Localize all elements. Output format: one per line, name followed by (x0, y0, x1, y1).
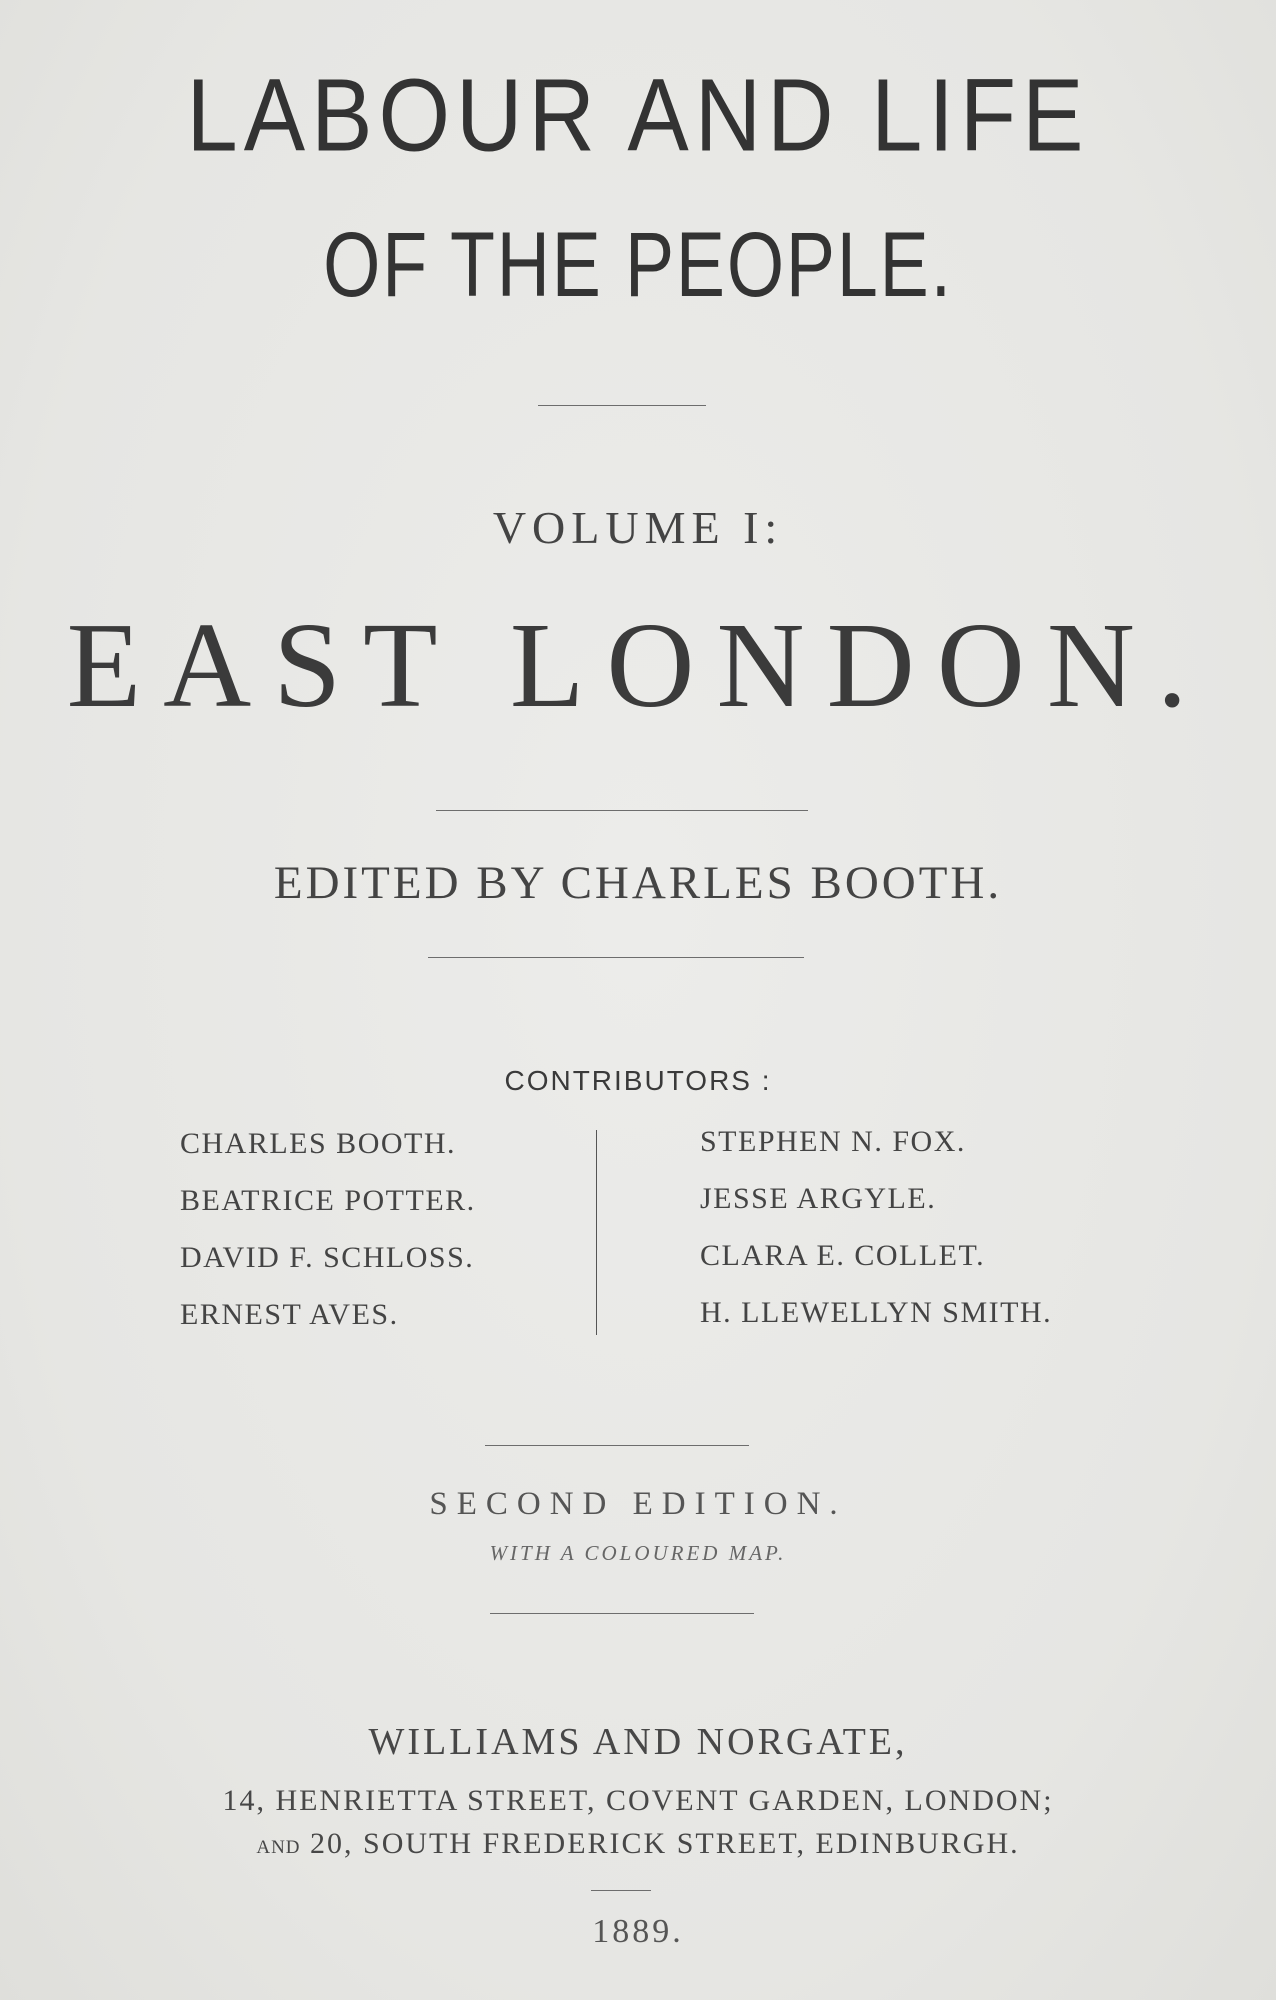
divider-rule-6 (591, 1890, 651, 1891)
main-title-line-1: LABOUR AND LIFE (186, 58, 1090, 174)
divider-rule-3 (428, 957, 804, 958)
publication-year: 1889. (592, 1913, 684, 1950)
contributors-right-column (700, 1127, 1052, 1355)
address-text: 20, SOUTH FREDERICK STREET, EDINBURGH. (310, 1827, 1020, 1860)
contributors-left-column (180, 1129, 476, 1357)
contributors-heading: CONTRIBUTORS : (504, 1065, 772, 1096)
contributor-name: BEATRICE POTTER. (180, 1184, 476, 1217)
contributor-name: H. LLEWELLYN SMITH. (700, 1296, 1053, 1329)
divider-rule-5 (490, 1613, 754, 1614)
publisher-name: WILLIAMS AND NORGATE, (368, 1721, 908, 1763)
contributor-name: STEPHEN N. FOX. (700, 1125, 966, 1158)
edition-note: WITH A COLOURED MAP. (489, 1541, 787, 1565)
editor-credit: EDITED BY CHARLES BOOTH. (273, 857, 1003, 909)
divider-rule-4 (485, 1445, 749, 1446)
divider-rule-2 (436, 810, 808, 811)
divider-rule-1 (538, 405, 706, 406)
contributors-column-divider (596, 1130, 597, 1335)
volume-label: VOLUME I: (492, 502, 784, 553)
volume-title: EAST LONDON. (66, 598, 1210, 733)
contributor-name: CHARLES BOOTH. (180, 1127, 457, 1160)
contributor-name: CLARA E. COLLET. (700, 1239, 986, 1272)
address-prefix: AND (256, 1837, 301, 1858)
contributor-name: ERNEST AVES. (180, 1298, 399, 1331)
publisher-address-line-1: 14, HENRIETTA STREET, COVENT GARDEN, LONDON; (222, 1784, 1054, 1817)
main-title-line-2: OF THE PEOPLE. (323, 213, 953, 316)
edition-label: SECOND EDITION. (429, 1486, 847, 1522)
publisher-address-line-2 (0, 1829, 1276, 1859)
contributor-name: DAVID F. SCHLOSS. (180, 1241, 475, 1274)
contributor-name: JESSE ARGYLE. (700, 1182, 937, 1215)
